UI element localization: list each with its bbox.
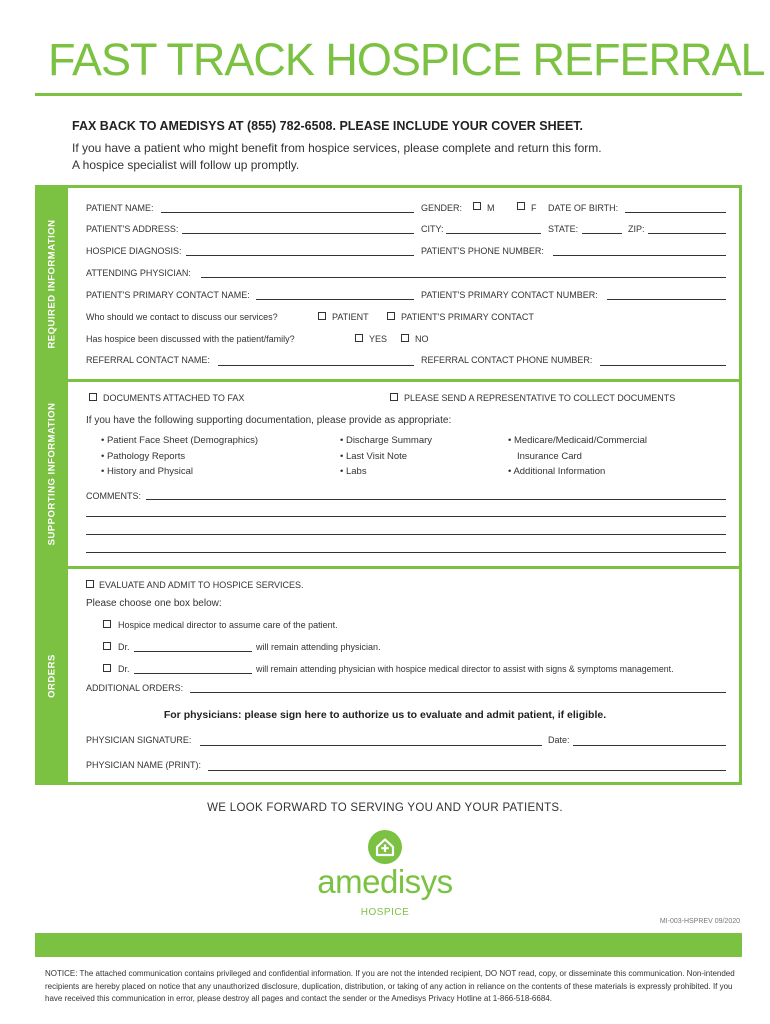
primary-contact-label: PATIENT'S PRIMARY CONTACT NAME:: [86, 290, 250, 300]
comments-field-line-4[interactable]: [86, 552, 726, 553]
discussed-label: Has hospice been discussed with the patient/family?: [86, 334, 295, 344]
gender-female-checkbox[interactable]: [517, 202, 525, 210]
section-divider-2: [35, 566, 742, 569]
order-opt2-doctor-field[interactable]: [134, 651, 252, 652]
order-opt3-doctor-field[interactable]: [134, 673, 252, 674]
referral-phone-field[interactable]: [600, 365, 726, 366]
print-name-field[interactable]: [208, 770, 726, 771]
doc-item: • History and Physical: [101, 466, 194, 477]
zip-field[interactable]: [648, 233, 726, 234]
referral-phone-label: REFERRAL CONTACT PHONE NUMBER:: [421, 355, 593, 365]
signature-field[interactable]: [200, 745, 542, 746]
phone-label: PATIENT'S PHONE NUMBER:: [421, 246, 544, 256]
discussed-no-label: NO: [415, 334, 429, 344]
order-opt2-checkbox[interactable]: [103, 642, 111, 650]
dob-label: DATE OF BIRTH:: [548, 203, 619, 213]
date-label: Date:: [548, 735, 570, 745]
gender-label: GENDER:: [421, 203, 463, 213]
comments-field-line-1[interactable]: [146, 499, 726, 500]
footer-band: [35, 933, 742, 957]
intro-line-2: A hospice specialist will follow up promptly.: [72, 158, 300, 172]
city-field[interactable]: [446, 233, 541, 234]
attending-field[interactable]: [201, 277, 726, 278]
state-field[interactable]: [582, 233, 622, 234]
additional-orders-field[interactable]: [190, 692, 726, 693]
dob-field[interactable]: [625, 212, 726, 213]
section-divider-1: [35, 379, 742, 382]
signature-label: PHYSICIAN SIGNATURE:: [86, 735, 192, 745]
section-label-supporting: SUPPORTING INFORMATION: [46, 402, 57, 546]
primary-contact-field[interactable]: [256, 299, 414, 300]
referral-name-field[interactable]: [218, 365, 414, 366]
brand-subtitle: HOSPICE: [360, 907, 410, 918]
referral-name-label: REFERRAL CONTACT NAME:: [86, 355, 210, 365]
comments-label: COMMENTS:: [86, 491, 141, 501]
doc-item: • Labs: [340, 466, 367, 477]
state-label: STATE:: [548, 224, 579, 234]
doc-item: • Pathology Reports: [101, 451, 186, 462]
patient-name-field[interactable]: [161, 212, 414, 213]
order-opt3-dr-label: Dr.: [118, 664, 130, 674]
city-label: CITY:: [421, 224, 444, 234]
primary-contact-number-label: PATIENT'S PRIMARY CONTACT NUMBER:: [421, 290, 598, 300]
supporting-instructions: If you have the following supporting documentation, please provide as appropriate:: [86, 415, 452, 426]
order-opt3-checkbox[interactable]: [103, 664, 111, 672]
patient-name-label: PATIENT NAME:: [86, 203, 154, 213]
section-tab-required: [35, 185, 68, 382]
order-opt3-text: will remain attending physician with hospice medical director to assist with signs & symptoms management.: [256, 664, 674, 674]
order-opt2-dr-label: Dr.: [118, 642, 130, 652]
gender-male-checkbox[interactable]: [473, 202, 481, 210]
send-rep-checkbox[interactable]: [390, 393, 398, 401]
doc-item: • Additional Information: [508, 466, 606, 477]
comments-field-line-2[interactable]: [86, 516, 726, 517]
title-divider: [35, 93, 742, 96]
contact-primary-label: PATIENT'S PRIMARY CONTACT: [401, 312, 534, 322]
attending-label: ATTENDING PHYSICIAN:: [86, 268, 191, 278]
section-tab-orders: [35, 566, 68, 785]
doc-item: • Discharge Summary: [340, 435, 433, 446]
doc-item: • Last Visit Note: [340, 451, 408, 462]
physician-authorization-note: For physicians: please sign here to authorize us to evaluate and admit patient, if eligible.: [163, 709, 607, 721]
phone-field[interactable]: [553, 255, 726, 256]
docs-attached-label: DOCUMENTS ATTACHED TO FAX: [103, 393, 245, 403]
contact-patient-checkbox[interactable]: [318, 312, 326, 320]
gender-female-label: F: [531, 203, 537, 213]
address-label: PATIENT'S ADDRESS:: [86, 224, 179, 234]
form-title: FAST TRACK HOSPICE REFERRAL: [48, 34, 765, 85]
intro-line-1: If you have a patient who might benefit from hospice services, please complete and return this form.: [72, 141, 602, 155]
diagnosis-field[interactable]: [186, 255, 414, 256]
comments-field-line-3[interactable]: [86, 534, 726, 535]
section-label-required: REQUIRED INFORMATION: [46, 218, 57, 349]
contact-primary-checkbox[interactable]: [387, 312, 395, 320]
order-opt1-checkbox[interactable]: [103, 620, 111, 628]
additional-orders-label: ADDITIONAL ORDERS:: [86, 683, 184, 693]
evaluate-admit-label: EVALUATE AND ADMIT TO HOSPICE SERVICES.: [99, 580, 304, 590]
fax-instructions: FAX BACK TO AMEDISYS AT (855) 782-6508. PLEASE INCLUDE YOUR COVER SHEET.: [72, 119, 583, 133]
discussed-yes-label: YES: [369, 334, 388, 344]
choose-instructions: Please choose one box below:: [86, 598, 222, 609]
gender-male-label: M: [487, 203, 495, 213]
primary-contact-number-field[interactable]: [607, 299, 726, 300]
closing-message: WE LOOK FORWARD TO SERVING YOU AND YOUR PATIENTS.: [207, 802, 563, 814]
section-label-orders: ORDERS: [46, 653, 57, 698]
docs-attached-checkbox[interactable]: [89, 393, 97, 401]
order-opt1-label: Hospice medical director to assume care of the patient.: [118, 620, 338, 630]
contact-patient-label: PATIENT: [332, 312, 369, 322]
order-opt2-text: will remain attending physician.: [256, 642, 381, 652]
doc-item: • Medicare/Medicaid/Commercial: [508, 435, 648, 446]
date-field[interactable]: [573, 745, 726, 746]
form-number: MI-003-HSPREV 09/2020: [659, 918, 740, 925]
house-plus-icon: [368, 830, 402, 864]
zip-label: ZIP:: [628, 224, 645, 234]
brand-wordmark: amedisys: [317, 863, 453, 900]
discussed-no-checkbox[interactable]: [401, 334, 409, 342]
discussed-yes-checkbox[interactable]: [355, 334, 363, 342]
doc-item: Insurance Card: [517, 451, 582, 462]
address-field[interactable]: [182, 233, 414, 234]
send-rep-label: PLEASE SEND A REPRESENTATIVE TO COLLECT DOCUMENTS: [404, 393, 676, 403]
doc-item: • Patient Face Sheet (Demographics): [101, 435, 258, 446]
evaluate-admit-checkbox[interactable]: [86, 580, 94, 588]
confidentiality-notice: NOTICE: The attached communication contains privileged and confidential information. If you are not the intended recipient, DO NOT read, copy, or disseminate this communication. Non-intended recipients are hereby placed on notice that any unauthorized disclosure, duplication, distribution, or taking of any action in reliance on the contents of these materials is expressly prohibited. If you have received this communication in error, please destroy all pages and contact the sender or the Amedisys Privacy Hotline at 1-866-518-6684.: [45, 969, 735, 1003]
diagnosis-label: HOSPICE DIAGNOSIS:: [86, 246, 182, 256]
section-tab-supporting: [35, 379, 68, 569]
print-name-label: PHYSICIAN NAME (PRINT):: [86, 760, 202, 770]
who-contact-label: Who should we contact to discuss our services?: [86, 312, 278, 322]
